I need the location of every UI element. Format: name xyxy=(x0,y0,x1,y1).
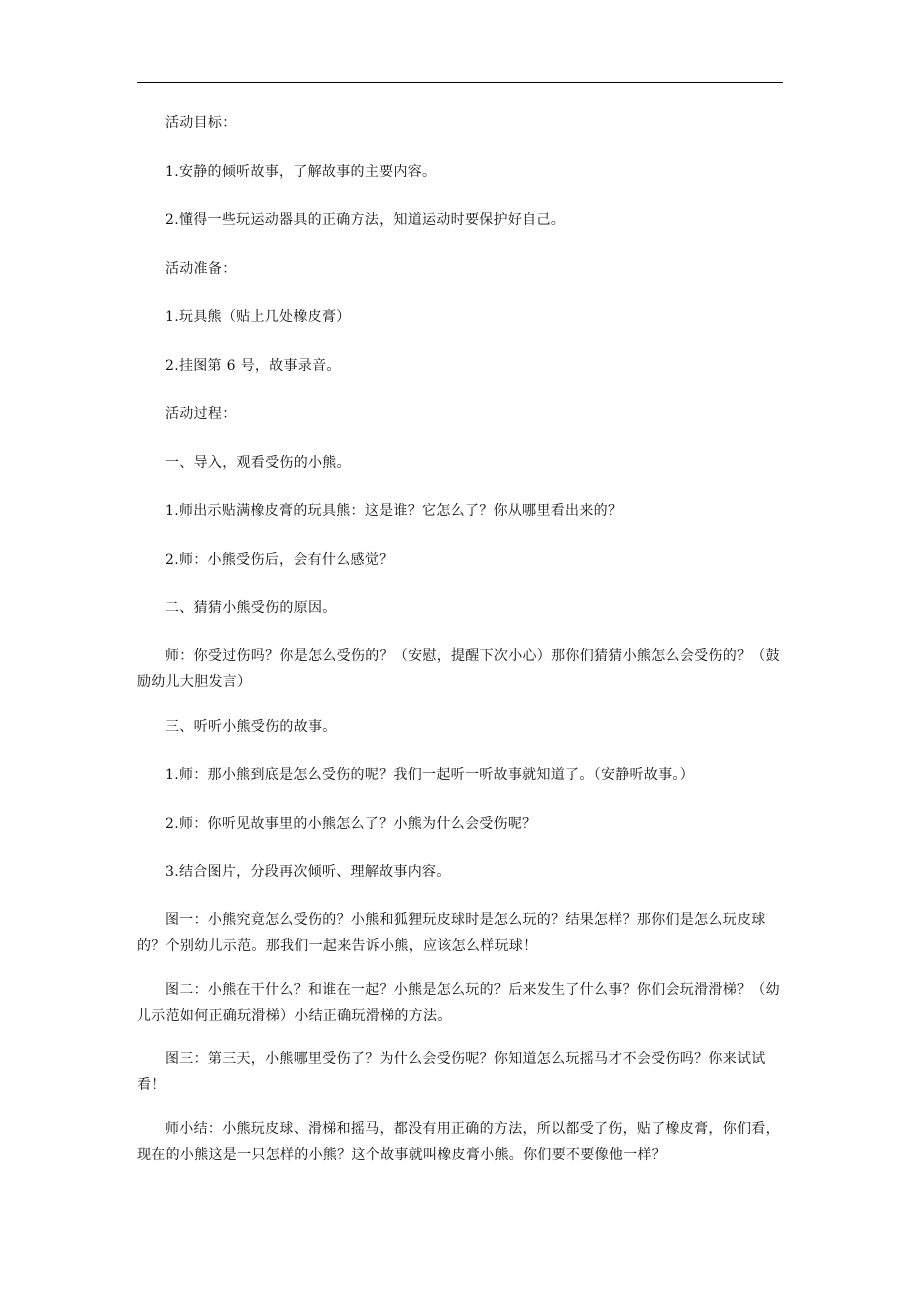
teacher-summary-text: 师小结：小熊玩皮球、滑梯和摇马，都没有用正确的方法，所以都受了伤，贴了橡皮膏，你们看，现在的小熊这是一只怎样的小熊？这个故事就叫橡皮膏小熊。你们要不要像他一样？ xyxy=(137,1121,780,1163)
preparation-item-1: 1.玩具熊（贴上几处橡皮膏） xyxy=(165,309,351,325)
process-step-1-item-1: 1.师出示贴满橡皮膏的玩具熊：这是谁？它怎么了？你从哪里看出来的？ xyxy=(165,503,623,519)
goal-item-1: 1.安静的倾听故事，了解故事的主要内容。 xyxy=(165,164,437,180)
process-step-3-item-1: 1.师：那小熊到底是怎么受伤的呢？我们一起听一听故事就知道了。（安静听故事。） xyxy=(165,767,695,783)
section-heading-preparation: 活动准备： xyxy=(165,261,237,277)
process-step-3-heading: 三、听听小熊受伤的故事。 xyxy=(165,719,337,735)
process-step-1-item-2: 2.师：小熊受伤后，会有什么感觉？ xyxy=(165,552,394,568)
process-step-2-heading: 二、猜猜小熊受伤的原因。 xyxy=(165,600,337,616)
header-rule xyxy=(137,82,783,83)
picture-1-text: 图一：小熊究竟怎么受伤的？小熊和狐狸玩皮球时是怎么玩的？结果怎样？那你们是怎么玩皮球的？个别幼儿示范。那我们一起来告诉小熊，应该怎么样玩球！ xyxy=(137,912,766,954)
section-heading-goals: 活动目标： xyxy=(165,115,237,131)
goal-item-2: 2.懂得一些玩运动器具的正确方法，知道运动时要保护好自己。 xyxy=(165,212,566,228)
preparation-item-2: 2.挂图第 6 号，故事录音。 xyxy=(165,358,341,374)
section-heading-process: 活动过程： xyxy=(165,406,237,422)
picture-3-text: 图三：第三天，小熊哪里受伤了？为什么会受伤呢？你知道怎么玩摇马才不会受伤吗？你来试试看！ xyxy=(137,1051,766,1093)
process-step-3-item-3: 3.结合图片，分段再次倾听、理解故事内容。 xyxy=(165,864,451,880)
picture-2-text: 图二：小熊在干什么？和谁在一起？小熊是怎么玩的？后来发生了什么事？你们会玩滑滑梯？（幼儿示范如何正确玩滑梯）小结正确玩滑梯的方法。 xyxy=(137,982,780,1024)
process-step-2-text: 师：你受过伤吗？你是怎么受伤的？（安慰，提醒下次小心）那你们猜猜小熊怎么会受伤的？（鼓励幼儿大胆发言） xyxy=(137,648,780,690)
process-step-1-heading: 一、导入，观看受伤的小熊。 xyxy=(165,455,351,471)
process-step-3-item-2: 2.师：你听见故事里的小熊怎么了？小熊为什么会受伤呢？ xyxy=(165,816,537,832)
